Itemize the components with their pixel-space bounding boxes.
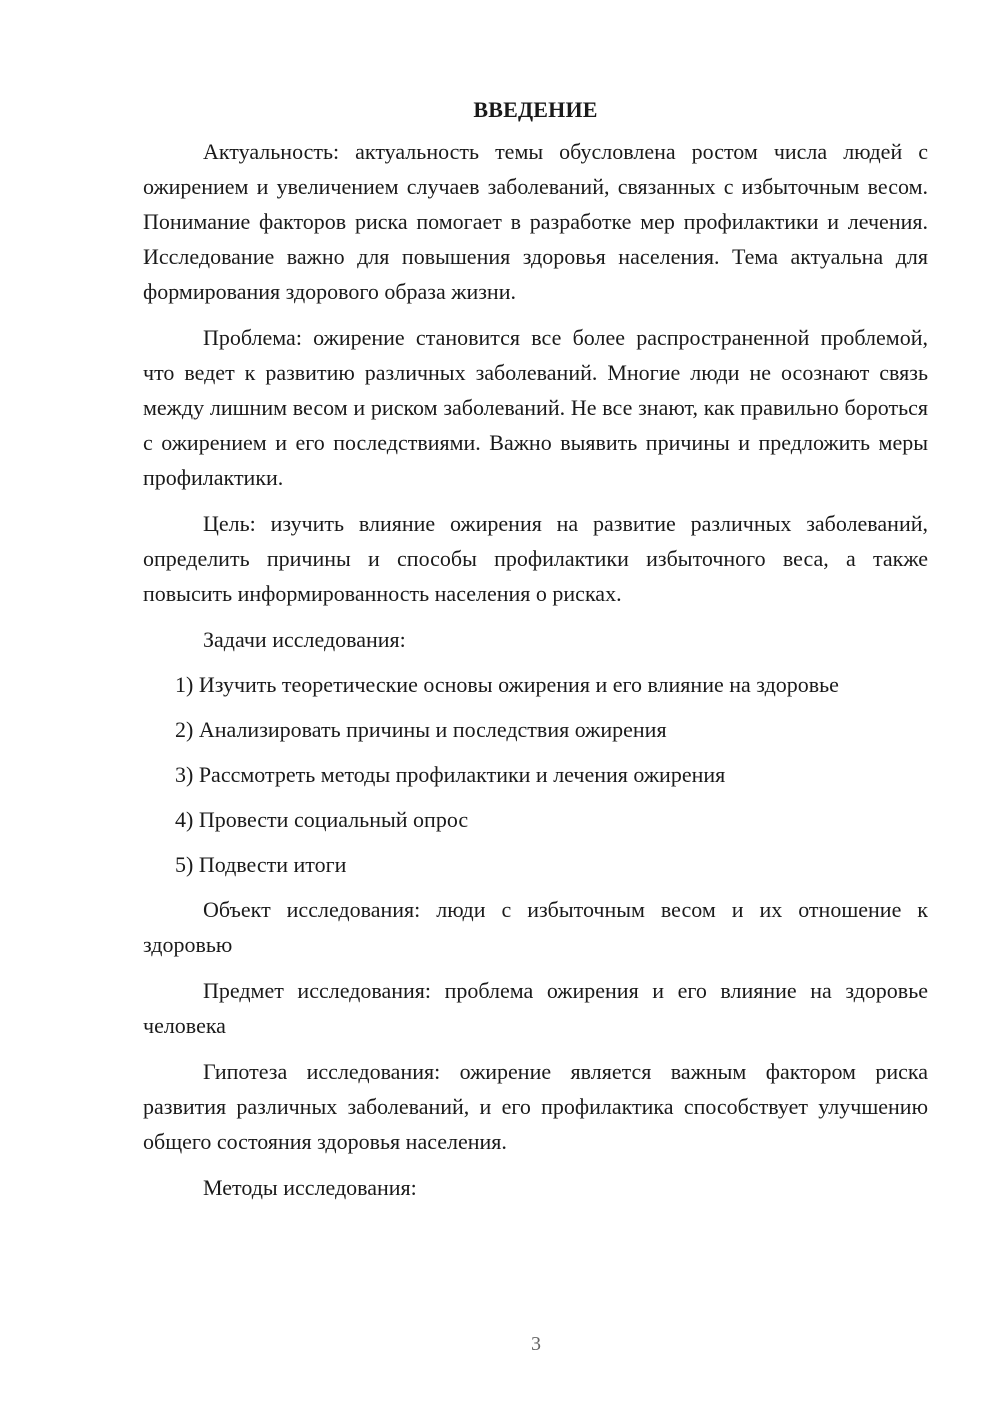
list-item: 3) Рассмотреть методы профилактики и лечения ожирения: [175, 762, 726, 787]
methods-heading: Методы исследования:: [203, 1175, 417, 1200]
list-item: 4) Провести социальный опрос: [175, 807, 469, 832]
tasks-heading: Задачи исследования:: [203, 627, 406, 652]
list-item: 5) Подвести итоги: [175, 852, 347, 877]
page-number: 3: [531, 1333, 541, 1355]
goal-paragraph: Цель: изучить влияние ожирения на развитие различных заболеваний, определить причины и способы профилактики избыточного веса, а также повысить информированность населения о рисках.: [143, 511, 928, 606]
hypothesis-paragraph: Гипотеза исследования: ожирение является важным фактором риска развития различных заболеваний, и его профилактика способствует улучшению общего состояния здоровья населения.: [143, 1059, 928, 1154]
tasks-list: [143, 667, 928, 882]
problem-paragraph: Проблема: ожирение становится все более распространенной проблемой, что ведет к развитию различных заболеваний. Многие люди не осознают связь между лишним весом и риском заболеваний. Не все знают, как правильно бороться с ожирением и его последствиями. Важно выявить причины и предложить меры профилактики.: [143, 325, 928, 490]
list-item: 1) Изучить теоретические основы ожирения и его влияние на здоровье: [175, 672, 839, 697]
relevance-paragraph: Актуальность: актуальность темы обусловлена ростом числа людей с ожирением и увеличением случаев заболеваний, связанных с избыточным весом. Понимание факторов риска помогает в разработке мер профилактики и лечения. Исследование важно для повышения здоровья населения. Тема актуальна для формирования здорового образа жизни.: [143, 139, 928, 304]
object-paragraph: Объект исследования: люди с избыточным весом и их отношение к здоровью: [143, 897, 928, 957]
list-item: 2) Анализировать причины и последствия ожирения: [175, 717, 667, 742]
subject-paragraph: Предмет исследования: проблема ожирения и его влияние на здоровье человека: [143, 978, 928, 1038]
section-title: ВВЕДЕНИЕ: [473, 97, 598, 122]
document-page: [143, 95, 928, 1205]
